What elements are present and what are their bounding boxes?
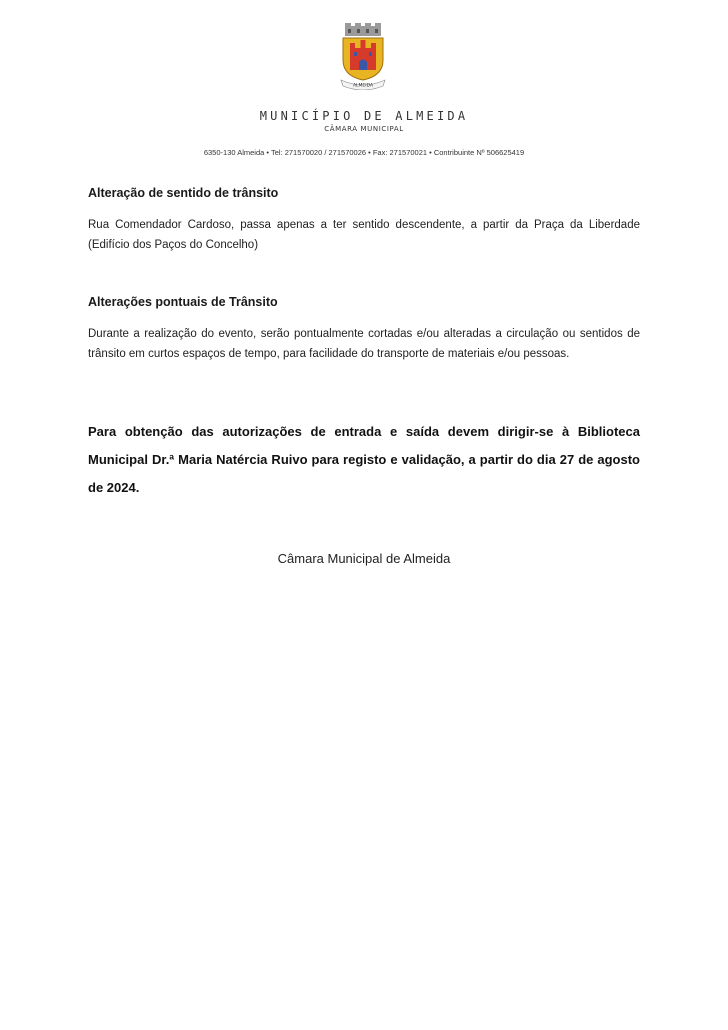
signature: Câmara Municipal de Almeida [277, 551, 451, 566]
contact-line: 6350-130 Almeida • Tel: 271570020 / 271570026 • Fax: 271570021 • Contribuinte Nº 506625419 [203, 148, 525, 157]
section-text-direction-change: Rua Comendador Cardoso, passa apenas a ter sentido descendente, a partir da Praça da Liberdade (Edifício dos Paços do Concelho) [88, 219, 640, 251]
municipality-subtitle: CÂMARA MUNICIPAL [324, 125, 404, 133]
section-title-direction-change: Alteração de sentido de trânsito [88, 186, 279, 200]
crest-label: ALMEIDA [352, 83, 374, 89]
authorization-notice: Para obtenção das autorizações de entrada e saída devem dirigir-se à Biblioteca Municipal Dr.ª Maria Natércia Ruivo para registo e validação, a partir do dia 27 de agosto de 2024. [88, 424, 640, 495]
section-title-traffic-changes: Alterações pontuais de Trânsito [88, 295, 278, 309]
municipal-crest-icon [333, 22, 393, 90]
municipality-title: MUNICÍPIO DE ALMEIDA [259, 109, 469, 123]
section-text-traffic-changes: Durante a realização do evento, serão pontualmente cortadas e/ou alteradas a circulação ou sentidos de trânsito em curtos espaços de tempo, para facilidade do transporte de materiais e/ou pessoas. [88, 328, 640, 360]
